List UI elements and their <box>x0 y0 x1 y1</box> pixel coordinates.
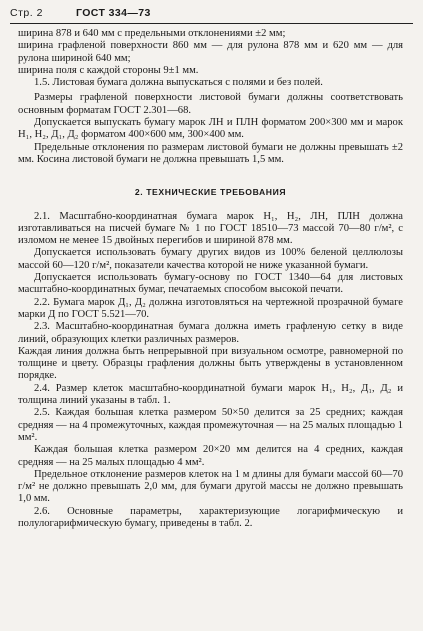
paragraph: 2.6. Основные параметры, характеризующие логарифмическую и полулогарифмическую бумагу, приведены в табл. 2. <box>18 505 403 529</box>
paragraph: Допускается использовать бумагу других видов из 100% беленой целлюлозы массой 60—120 г/м², показатели качества которой не ниже указанной бумаги. <box>18 247 403 271</box>
paragraph: 2.3. Масштабно-координатная бумага должна иметь графленую сетку в виде линий, образующих клетки различных размеров. <box>18 321 403 345</box>
standard-code: ГОСТ 334—73 <box>76 7 151 19</box>
paragraph: 2.4. Размер клеток масштабно-координатной бумаги марок Н₁, Н₂, Д₁, Д₂ и толщина линий указаны в табл. 1. <box>18 382 403 407</box>
paragraph: ширина 878 и 640 мм с предельными отклонениями ±2 мм; <box>18 28 286 39</box>
section-title: 2. ТЕХНИЧЕСКИЕ ТРЕБОВАНИЯ <box>134 187 287 198</box>
paragraph: Размеры графленой поверхности листовой бумаги должны соответствовать основным форматам ГОСТ 2.301—68. <box>18 92 403 116</box>
document-body <box>18 28 403 530</box>
paragraph: Допускается выпускать бумагу марок ЛН и ПЛН форматом 200×300 мм и марок Н₁, Н₂, Д₁, Д₂ форматом 400×600 мм, 300×400 мм. <box>18 117 403 141</box>
paragraph: ширина графленой поверхности 860 мм — для рулона 878 мм и 620 мм — для рулона шириной 640 мм; <box>18 40 403 64</box>
paragraph: 1.5. Листовая бумага должна выпускаться с полями и без полей. <box>34 77 323 89</box>
paragraph: ширина поля с каждой стороны 9±1 мм. <box>18 64 199 76</box>
paragraph: 2.2. Бумага марок Д₁, Д₂ должна изготовляться на чертежной прозрачной бумаге марки Д по ГОСТ 5.521—70. <box>18 296 403 320</box>
paragraph: 2.5. Каждая большая клетка размером 50×50 делится за 25 средних; каждая средняя — на 4 промежуточных, каждая промежуточная — на 25 малых площадью 1 мм². <box>18 407 403 443</box>
paragraph: Каждая линия должна быть непрерывной при визуальном осмотре, равномерной по толщине и цвету. Образцы графления должны быть утверждены в установленном порядке. <box>18 345 403 382</box>
header-rule <box>10 23 413 24</box>
paragraph: Допускается использовать бумагу-основу по ГОСТ 1340—64 для листовых масштабно-координатных бумаг, печатаемых способом высокой печати. <box>18 272 403 296</box>
page-header <box>10 7 413 25</box>
paragraph: Предельные отклонения по размерам листовой бумаги не должны превышать ±2 мм. Косина листовой бумаги не должна превышать 1,5 мм. <box>18 141 403 165</box>
page-number: Стр. 2 <box>10 7 43 19</box>
paragraph: 2.1. Масштабно-координатная бумага марок Н₁, Н₂, ЛН, ПЛН должна изготавливаться на писчей бумаге № 1 по ГОСТ 18510—73 массой 70—80 г/м², с изломом не менее 15 двойных перегибов и шириной 878 мм. <box>18 210 403 247</box>
paragraph: Предельное отклонение размеров клеток на 1 м длины для бумаги массой 60—70 г/м² не должно превышать 2,0 мм, для бумаги другой массы не должно превышать 1,0 мм. <box>18 468 403 505</box>
paragraph: Каждая большая клетка размером 20×20 мм делится на 4 средних, каждая средняя — на 25 малых площадью 4 мм². <box>18 444 403 468</box>
